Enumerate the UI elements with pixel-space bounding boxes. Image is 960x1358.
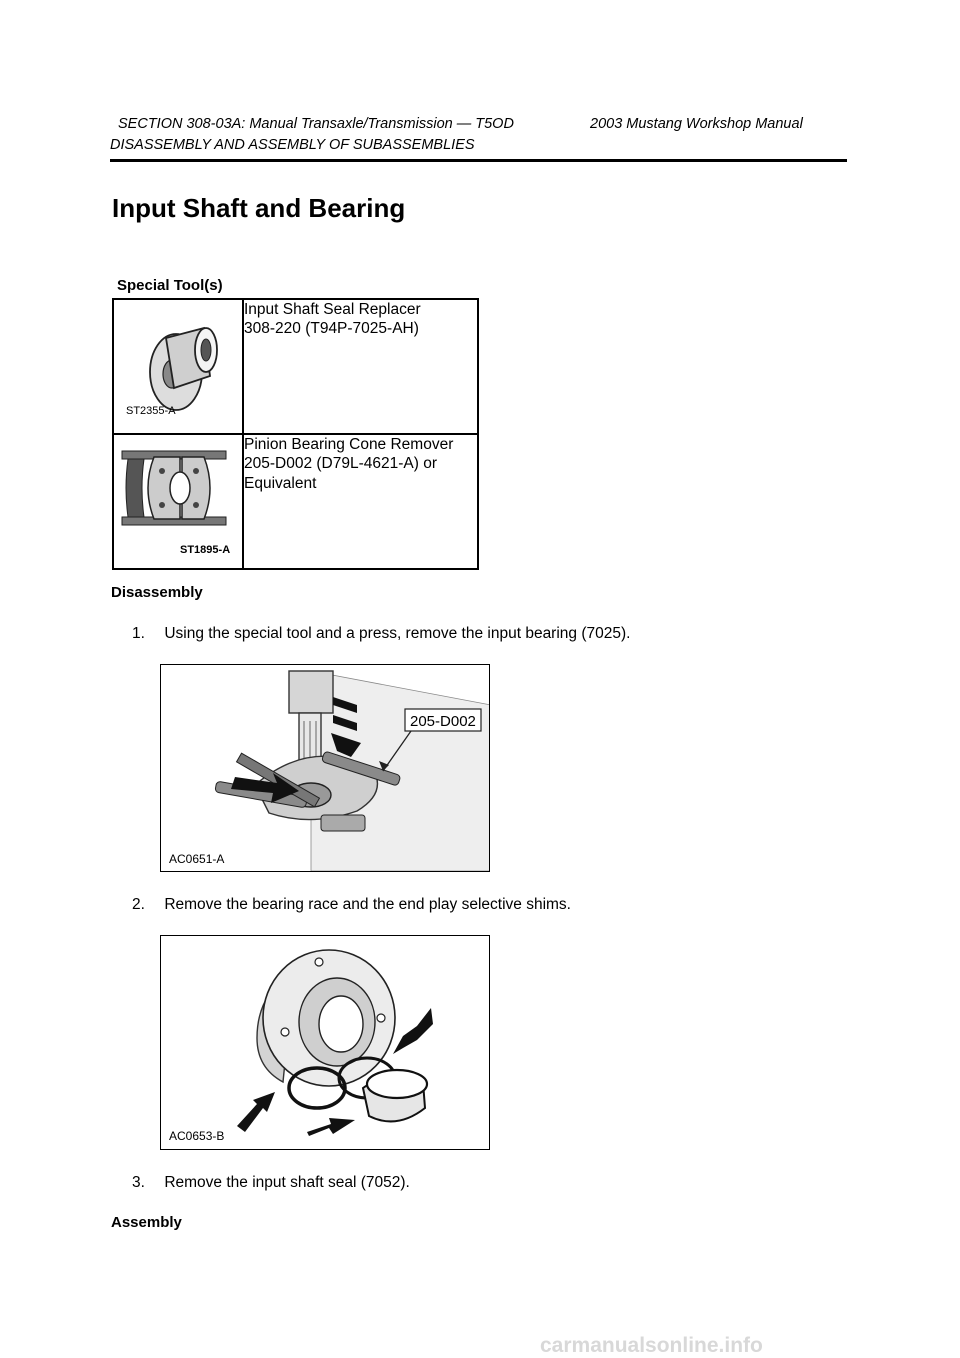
tool-number: 205-D002 (D79L-4621-A) or [244, 455, 437, 473]
special-tools-table [112, 298, 479, 570]
tool-number-note: Equivalent [244, 474, 317, 492]
tool-description-cell [243, 299, 478, 434]
tool-number: 308-220 (T94P-7025-AH) [244, 320, 419, 338]
figure-input-bearing-removal [160, 664, 490, 872]
bearing-cone-remover-illustration [114, 435, 242, 563]
tool-name: Pinion Bearing Cone Remover [244, 436, 454, 453]
figure-race-and-shims [160, 935, 490, 1150]
step-number: 1. [132, 625, 145, 642]
step-number: 2. [132, 896, 145, 913]
step-1 [132, 625, 630, 643]
assembly-heading: Assembly [111, 1214, 182, 1231]
tool-description-cell [243, 434, 478, 569]
header-subsection: DISASSEMBLY AND ASSEMBLY OF SUBASSEMBLIES [110, 137, 475, 153]
page-title: Input Shaft and Bearing [112, 193, 406, 223]
tool-name: Input Shaft Seal Replacer [244, 301, 421, 318]
tool-image-cell [113, 299, 243, 434]
header-manual-title: 2003 Mustang Workshop Manual [590, 116, 803, 132]
header-section: SECTION 308-03A: Manual Transaxle/Transmission — T5OD [118, 116, 514, 132]
tool-image-label: ST1895-A [180, 544, 231, 556]
step-3 [132, 1174, 410, 1192]
tool-row [113, 434, 478, 569]
watermark: carmanualsonline.info [540, 1334, 763, 1357]
figure-label: AC0651-A [169, 852, 225, 866]
step-number: 3. [132, 1174, 145, 1191]
figure-callout: 205-D002 [410, 713, 476, 730]
tool-image-cell [113, 434, 243, 569]
disassembly-heading: Disassembly [111, 584, 203, 601]
step-text: Remove the bearing race and the end play selective shims. [164, 896, 571, 913]
race-shims-illustration [161, 936, 489, 1149]
step-text: Remove the input shaft seal (7052). [164, 1174, 410, 1191]
press-illustration [161, 665, 489, 871]
special-tools-heading: Special Tool(s) [117, 277, 223, 294]
figure-label: AC0653-B [169, 1129, 225, 1143]
tool-row [113, 299, 478, 434]
header-rule [110, 159, 847, 162]
step-text: Using the special tool and a press, remove the input bearing (7025). [164, 625, 631, 642]
seal-replacer-illustration [114, 300, 242, 428]
step-2 [132, 896, 571, 914]
tool-image-label: ST2355-A [126, 405, 176, 417]
